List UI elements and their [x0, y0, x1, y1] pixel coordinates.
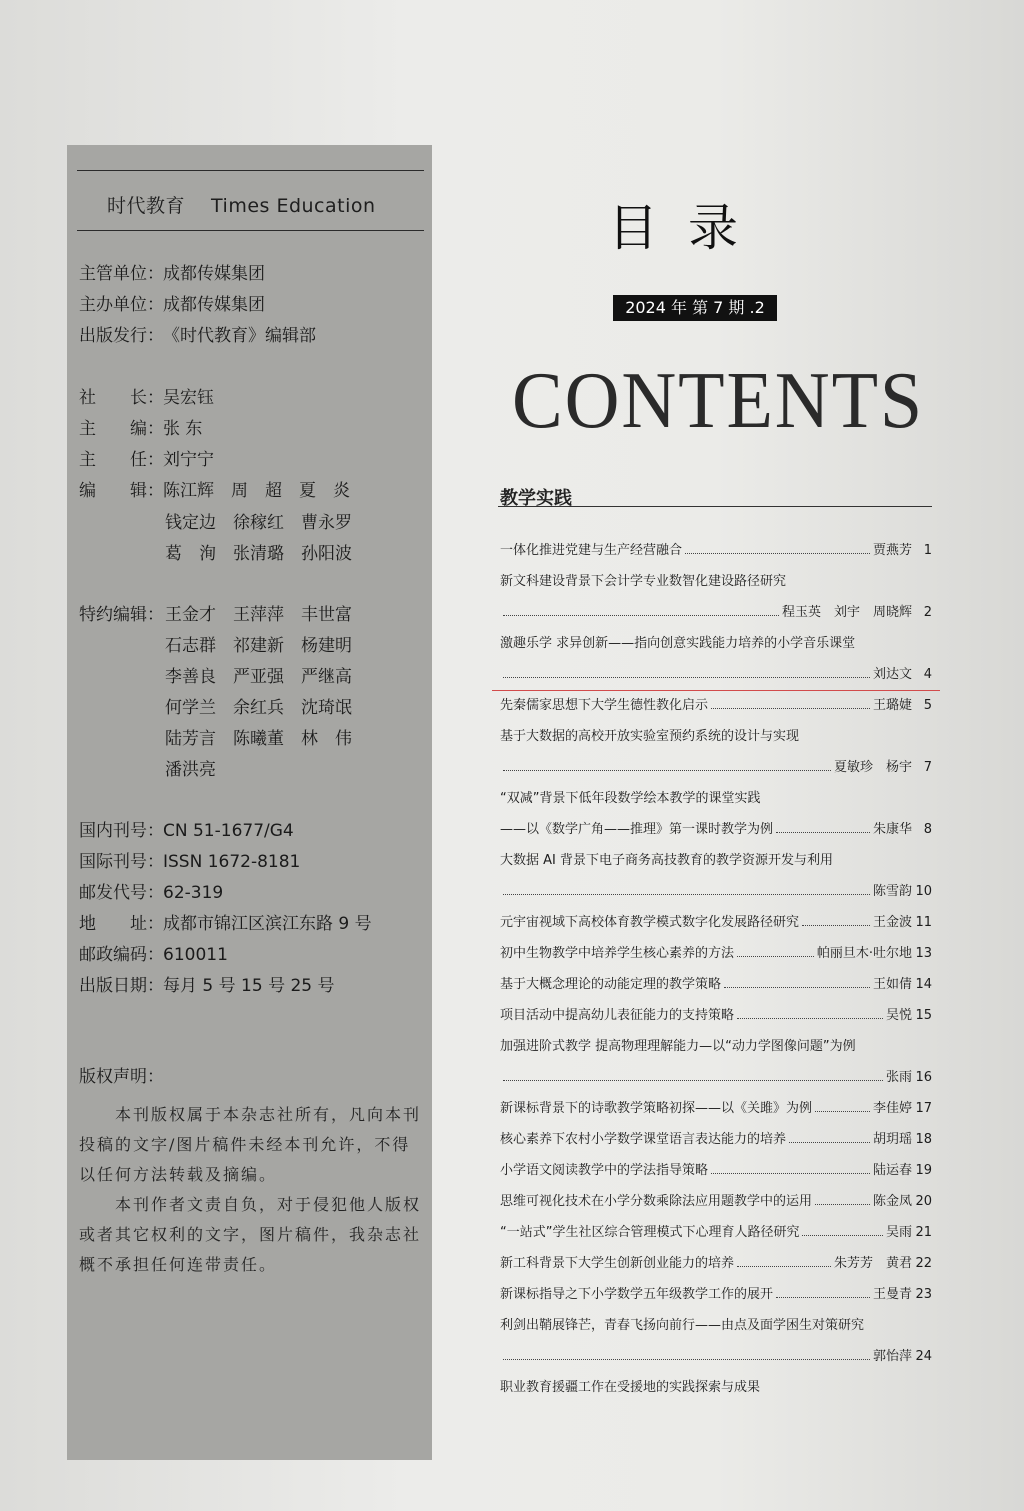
info-row: [79, 383, 214, 414]
toc-title: 一体化推进党建与生产经营融合: [500, 543, 683, 558]
info-key: 出版发行：: [79, 326, 164, 346]
toc-author: 刘达文: [872, 667, 912, 682]
toc-page: 24: [915, 1349, 932, 1364]
toc-leader-dots: [815, 1111, 870, 1112]
toc-author: 贾燕芳: [872, 543, 912, 558]
info-row: [79, 847, 300, 878]
toc-entry: [500, 540, 932, 571]
toc-entry: [500, 1098, 932, 1129]
toc-page: 8: [923, 822, 932, 837]
toc-leader-dots: [503, 615, 779, 616]
toc-title: 基于大概念理论的动能定理的教学策略: [500, 977, 722, 992]
toc-entry: [500, 1377, 932, 1408]
toc-page: 21: [915, 1225, 932, 1240]
info-value: 吴宏钰: [163, 388, 214, 408]
info-value: 每月 5 号 15 号 25 号: [163, 976, 335, 996]
info-value: 陈江辉 周 超 夏 炎: [163, 481, 350, 501]
table-of-contents: [500, 540, 932, 1408]
toc-entry: [500, 974, 932, 1005]
info-value: CN 51-1677/G4: [163, 821, 294, 841]
toc-title: 新文科建设背景下会计学专业数智化建设路径研究: [500, 574, 787, 589]
toc-leader-dots: [503, 1080, 883, 1081]
toc-entry: [500, 571, 932, 602]
special-editor-row: 陆芳言 陈曦董 林 伟: [165, 729, 352, 749]
info-row: [79, 321, 316, 352]
info-value: 成都传媒集团: [163, 264, 265, 284]
toc-leader-dots: [503, 1359, 870, 1360]
special-editors-label: 特约编辑：: [79, 605, 164, 625]
journal-title: [107, 191, 402, 218]
contents-heading: CONTENTS: [512, 357, 925, 445]
toc-page: 2: [923, 605, 932, 620]
toc-entry: [500, 788, 932, 819]
info-row: [79, 259, 265, 290]
info-row: [79, 816, 294, 847]
panel-rule-top: [77, 170, 424, 171]
toc-entry: [500, 1160, 932, 1191]
section-title: 教学实践: [500, 488, 572, 509]
toc-page: 16: [915, 1070, 932, 1085]
toc-page: 10: [915, 884, 932, 899]
toc-page: 22: [915, 1256, 932, 1271]
info-key: 国内刊号：: [79, 821, 164, 841]
special-editor-row: 王金才 王萍萍 丰世富: [165, 605, 352, 625]
toc-entry: [500, 633, 932, 664]
toc-entry: [500, 695, 932, 726]
toc-author: 吴悦: [885, 1008, 912, 1023]
copyright-title: 版权声明：: [79, 1067, 164, 1087]
info-key: 邮发代号：: [79, 883, 164, 903]
info-row: [79, 971, 335, 1002]
toc-title: 新课标指导之下小学数学五年级教学工作的展开: [500, 1287, 774, 1302]
toc-title: 大数据 AI 背景下电子商务高技教育的教学资源开发与利用: [500, 853, 833, 868]
toc-leader-dots: [776, 1297, 870, 1298]
info-key: 主 编：: [79, 419, 164, 439]
toc-title: “双减”背景下低年段数学绘本教学的课堂实践: [500, 791, 761, 806]
toc-entry: [500, 1315, 932, 1346]
toc-author: 吴雨: [885, 1225, 912, 1240]
info-value: ISSN 1672-8181: [163, 852, 301, 872]
toc-author: 王如倩: [872, 977, 912, 992]
issue-badge: 2024 年 第 7 期 .2: [613, 295, 777, 321]
toc-page: 7: [923, 760, 932, 775]
special-editor-row: 石志群 祁建新 杨建明: [165, 636, 352, 656]
toc-title: 加强进阶式教学 提高物理理解能力—以“动力学图像问题”为例: [500, 1039, 856, 1054]
toc-page: 1: [923, 543, 932, 558]
toc-entry: [500, 1191, 932, 1222]
copyright-paragraph-2: 本刊作者文责自负，对于侵犯他人版权或者其它权利的文字，图片稿件，我杂志社概不承担任何连带责任。: [79, 1195, 422, 1274]
toc-title: ——以《数学广角——推理》第一课时教学为例: [500, 822, 774, 837]
toc-leader-dots: [802, 1235, 883, 1236]
toc-leader-dots: [724, 987, 870, 988]
info-value: 成都市锦江区滨江东路 9 号: [163, 914, 372, 934]
info-key: 社 长：: [79, 388, 164, 408]
toc-leader-dots: [503, 770, 831, 771]
toc-title: 利剑出鞘展锋芒，青春飞扬向前行——由点及面学困生对策研究: [500, 1318, 865, 1333]
toc-title: 初中生物教学中培养学生核心素养的方法: [500, 946, 735, 961]
toc-entry: [500, 912, 932, 943]
toc-entry: [500, 850, 932, 881]
toc-author: 陆运春: [872, 1163, 912, 1178]
toc-entry: [500, 1253, 932, 1284]
toc-author: 王曼青: [872, 1287, 912, 1302]
editor-names-2: 钱定边 徐稼红 曹永罗: [165, 513, 352, 533]
toc-title: 新课标背景下的诗歌教学策略初探——以《关雎》为例: [500, 1101, 813, 1116]
copyright-paragraph-1: 本刊版权属于本杂志社所有，凡向本刊投稿的文字/图片稿件未经本刊允许，不得以任何方法转载及摘编。: [79, 1105, 422, 1184]
info-key: 主 任：: [79, 450, 164, 470]
info-panel: [67, 145, 432, 1460]
journal-title-cn: 时代教育: [107, 195, 186, 217]
toc-leader-dots: [737, 1266, 831, 1267]
info-row: [79, 445, 214, 476]
toc-title: 新工科背景下大学生创新创业能力的培养: [500, 1256, 735, 1271]
toc-author: 朱康华: [872, 822, 912, 837]
toc-author: 王璐婕: [872, 698, 912, 713]
toc-entry: [500, 819, 932, 850]
info-value: 610011: [163, 945, 228, 965]
toc-page: 23: [915, 1287, 932, 1302]
info-row: [79, 878, 223, 909]
toc-entry: [500, 881, 932, 912]
toc-author: 陈雪韵: [872, 884, 912, 899]
toc-leader-dots: [503, 894, 870, 895]
toc-author: 张雨: [885, 1070, 912, 1085]
toc-page: 13: [915, 946, 932, 961]
toc-author: 李佳婷: [872, 1101, 912, 1116]
toc-title: 职业教育援疆工作在受援地的实践探索与成果: [500, 1380, 761, 1395]
info-key: 出版日期：: [79, 976, 164, 996]
toc-title: 基于大数据的高校开放实验室预约系统的设计与实现: [500, 729, 800, 744]
toc-author: 胡玥瑶: [872, 1132, 912, 1147]
journal-title-en: Times Education: [211, 195, 376, 217]
special-editor-row: 何学兰 余红兵 沈琦氓: [165, 698, 352, 718]
mulu-heading: 目录: [608, 199, 768, 257]
info-row: [79, 909, 372, 940]
special-editor-row: 李善良 严亚强 严继高: [165, 667, 352, 687]
info-value: 62-319: [163, 883, 224, 903]
toc-title: 小学语文阅读教学中的学法指导策略: [500, 1163, 709, 1178]
toc-leader-dots: [685, 553, 870, 554]
toc-author: 王金波: [872, 915, 912, 930]
toc-page: 19: [915, 1163, 932, 1178]
toc-author: 郭怡萍: [872, 1349, 912, 1364]
info-key: 邮政编码：: [79, 945, 164, 965]
toc-entry: [500, 1222, 932, 1253]
toc-page: 20: [915, 1194, 932, 1209]
toc-title: 核心素养下农村小学数学课堂语言表达能力的培养: [500, 1132, 787, 1147]
toc-entry: [500, 1129, 932, 1160]
toc-author: 夏敏珍 杨宇: [833, 760, 912, 775]
toc-author: 朱芳芳 黄君: [833, 1256, 912, 1271]
info-value: 张 东: [163, 419, 203, 439]
toc-leader-dots: [503, 677, 870, 678]
panel-rule-bottom: [77, 230, 424, 231]
toc-title: 元宇宙视域下高校体育教学模式数字化发展路径研究: [500, 915, 800, 930]
toc-page: 14: [915, 977, 932, 992]
toc-leader-dots: [815, 1204, 870, 1205]
info-row: [79, 940, 228, 971]
toc-entry: [500, 726, 932, 757]
toc-title: 思维可视化技术在小学分数乘除法应用题教学中的运用: [500, 1194, 813, 1209]
info-value: 刘宁宁: [163, 450, 214, 470]
toc-author: 程玉英 刘宇 周晓辉: [781, 605, 912, 620]
section-rule: [498, 506, 932, 507]
info-row: [79, 476, 350, 507]
toc-page: 18: [915, 1132, 932, 1147]
editor-names-3: 葛 洵 张清璐 孙阳波: [165, 544, 352, 564]
toc-entry: [500, 1036, 932, 1067]
toc-author: 帕丽旦木·吐尔地: [816, 946, 912, 961]
toc-leader-dots: [802, 925, 870, 926]
toc-page: 15: [915, 1008, 932, 1023]
toc-author: 陈金凤: [872, 1194, 912, 1209]
toc-entry: [500, 1005, 932, 1036]
toc-page: 4: [923, 667, 932, 682]
info-key: 地 址：: [79, 914, 164, 934]
toc-page: 11: [915, 915, 932, 930]
toc-title: “一站式”学生社区综合管理模式下心理育人路径研究: [500, 1225, 800, 1240]
toc-page: 5: [923, 698, 932, 713]
toc-entry: [500, 602, 932, 633]
toc-leader-dots: [737, 956, 814, 957]
info-row: [79, 414, 202, 445]
toc-entry: [500, 1346, 932, 1377]
info-value: 成都传媒集团: [163, 295, 265, 315]
special-editor-row: 潘洪亮: [165, 760, 216, 780]
info-value: 《时代教育》编辑部: [163, 326, 316, 346]
toc-leader-dots: [737, 1018, 883, 1019]
info-key: 主管单位：: [79, 264, 164, 284]
toc-entry: [500, 943, 932, 974]
info-key: 主办单位：: [79, 295, 164, 315]
toc-leader-dots: [711, 1173, 870, 1174]
info-row: [79, 290, 265, 321]
info-key: 编 辑：: [79, 481, 164, 501]
toc-leader-dots: [789, 1142, 870, 1143]
toc-entry: [500, 757, 932, 788]
toc-title: 先秦儒家思想下大学生德性教化启示: [500, 698, 709, 713]
toc-page: 17: [915, 1101, 932, 1116]
toc-entry: [500, 1284, 932, 1315]
toc-entry: [500, 1067, 932, 1098]
info-key: 国际刊号：: [79, 852, 164, 872]
toc-title: 项目活动中提高幼儿表征能力的支持策略: [500, 1008, 735, 1023]
toc-leader-dots: [776, 832, 870, 833]
toc-title: 激趣乐学 求异创新——指向创意实践能力培养的小学音乐课堂: [500, 636, 856, 651]
toc-leader-dots: [711, 708, 870, 709]
red-annotation-line: [492, 690, 940, 691]
